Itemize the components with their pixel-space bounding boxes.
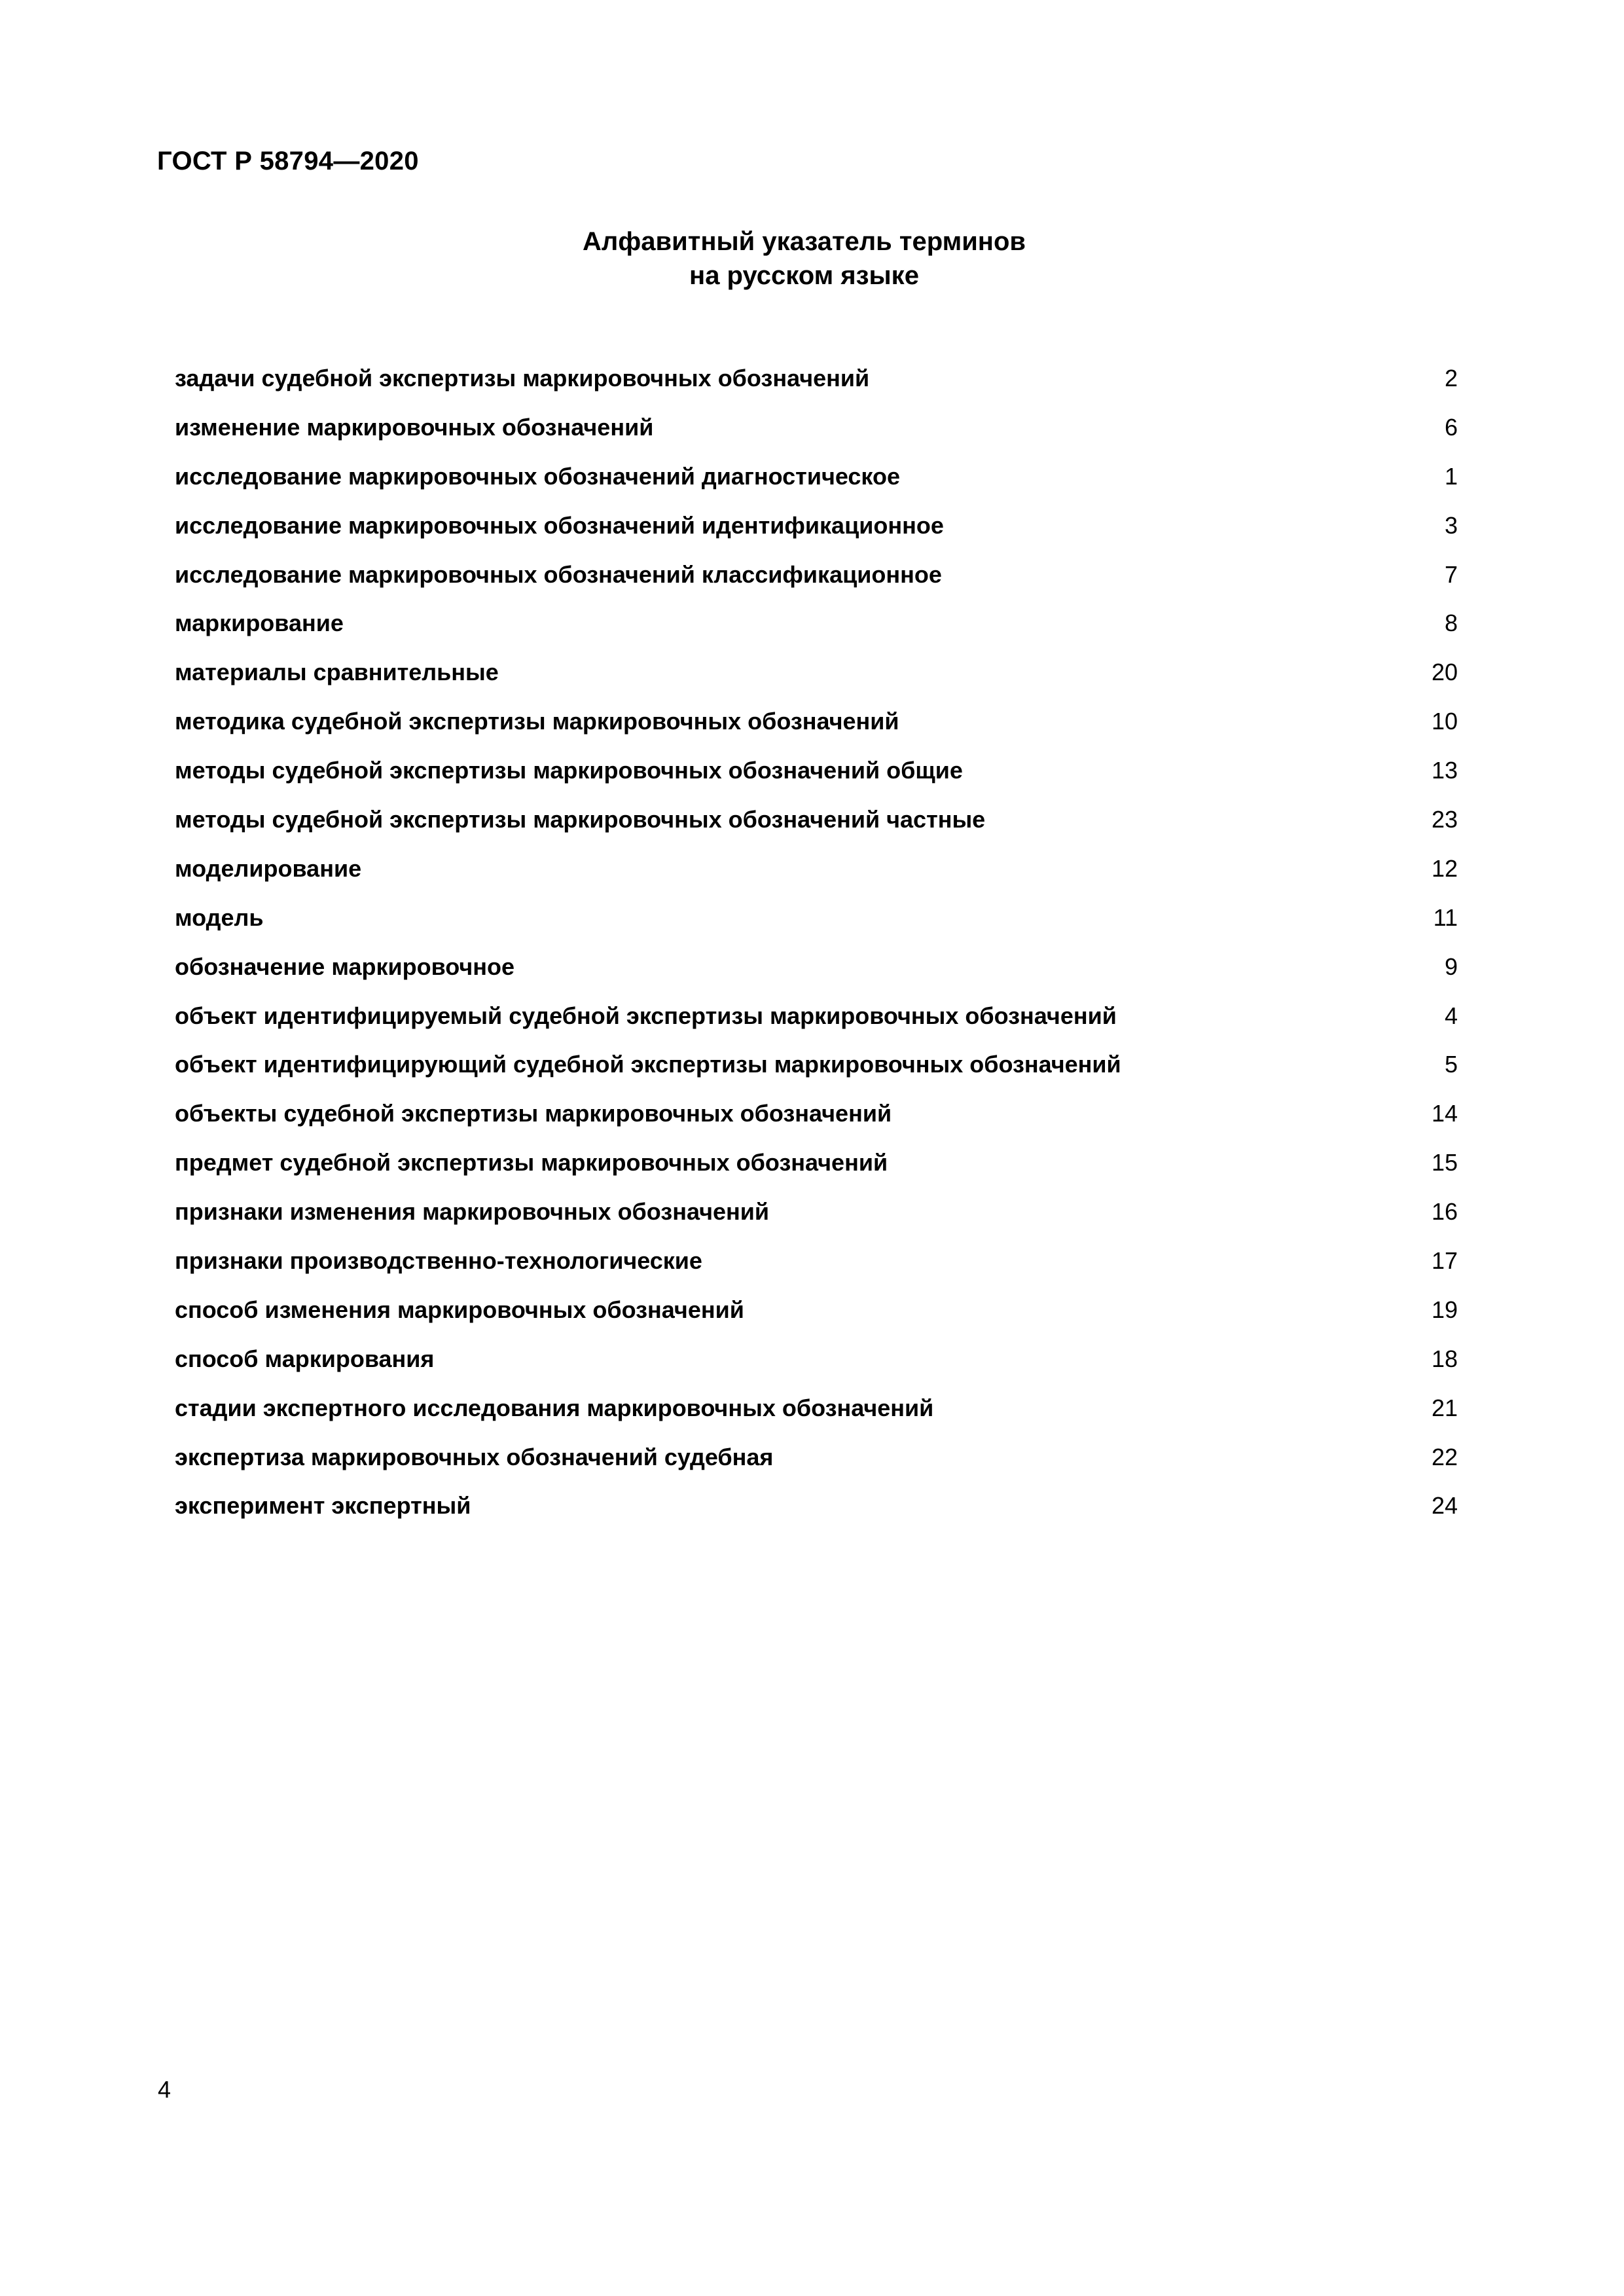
term-index-list (175, 363, 1458, 1539)
index-term-number: 20 (1431, 659, 1458, 686)
index-entry (175, 1245, 1458, 1294)
index-term: методы судебной экспертизы маркировочных обозначений общие (175, 757, 963, 784)
index-term: объект идентифицируемый судебной экспертизы маркировочных обозначений (175, 1002, 1117, 1029)
index-term: исследование маркировочных обозначений идентификационное (175, 511, 944, 539)
index-term: материалы сравнительные (175, 659, 499, 686)
section-title (0, 225, 1624, 293)
index-term-number: 21 (1431, 1394, 1458, 1421)
index-term: способ маркирования (175, 1345, 435, 1372)
index-term-number: 13 (1431, 757, 1458, 784)
index-term: маркирование (175, 610, 344, 637)
index-entry (175, 902, 1458, 951)
index-term-number: 4 (1444, 1002, 1458, 1029)
index-term: экспертиза маркировочных обозначений судебная (175, 1443, 774, 1470)
index-entry (175, 1196, 1458, 1245)
index-entry (175, 706, 1458, 755)
index-term-number: 2 (1444, 365, 1458, 392)
index-term-number: 18 (1431, 1345, 1458, 1372)
index-term: стадии экспертного исследования маркировочных обозначений (175, 1394, 934, 1421)
index-term-number: 15 (1431, 1149, 1458, 1176)
index-term: предмет судебной экспертизы маркировочных обозначений (175, 1149, 888, 1176)
index-entry (175, 1294, 1458, 1343)
index-term-number: 22 (1431, 1443, 1458, 1470)
index-term-number: 7 (1444, 560, 1458, 588)
index-entry (175, 804, 1458, 853)
index-term: задачи судебной экспертизы маркировочных обозначений (175, 365, 870, 392)
index-term: методы судебной экспертизы маркировочных обозначений частные (175, 806, 986, 833)
index-entry (175, 363, 1458, 412)
index-term: эксперимент экспертный (175, 1492, 471, 1520)
index-term: способ изменения маркировочных обозначений (175, 1296, 744, 1323)
index-term: объект идентифицирующий судебной экспертизы маркировочных обозначений (175, 1051, 1121, 1078)
index-term: исследование маркировочных обозначений классификационное (175, 560, 942, 588)
index-term: исследование маркировочных обозначений диагностическое (175, 462, 900, 490)
index-entry (175, 657, 1458, 706)
index-term-number: 5 (1444, 1051, 1458, 1078)
index-term-number: 12 (1431, 854, 1458, 882)
index-entry (175, 951, 1458, 1000)
index-entry (175, 1490, 1458, 1539)
index-entry (175, 510, 1458, 559)
document-header: ГОСТ Р 58794—2020 (157, 147, 419, 175)
index-term-number: 10 (1431, 708, 1458, 735)
index-term-number: 16 (1431, 1198, 1458, 1226)
index-term: методика судебной экспертизы маркировочных обозначений (175, 708, 899, 735)
index-entry (175, 1393, 1458, 1442)
index-term-number: 8 (1444, 610, 1458, 637)
index-term: признаки производственно-технологические (175, 1247, 702, 1275)
index-entry (175, 412, 1458, 461)
index-term-number: 17 (1431, 1247, 1458, 1275)
index-entry (175, 559, 1458, 608)
index-entry (175, 853, 1458, 902)
index-term: модель (175, 903, 264, 931)
index-entry (175, 461, 1458, 510)
index-entry (175, 1098, 1458, 1147)
index-entry (175, 1442, 1458, 1491)
index-entry (175, 1343, 1458, 1393)
index-entry (175, 1147, 1458, 1196)
index-term: изменение маркировочных обозначений (175, 413, 654, 441)
page-number: 4 (158, 2076, 171, 2103)
index-term-number: 6 (1444, 413, 1458, 441)
index-term-number: 1 (1444, 462, 1458, 490)
section-title-line1: Алфавитный указатель терминов (583, 227, 1026, 256)
index-entry (175, 1049, 1458, 1098)
index-term-number: 14 (1431, 1100, 1458, 1127)
index-term-number: 24 (1431, 1492, 1458, 1520)
index-entry (175, 1000, 1458, 1049)
index-term: признаки изменения маркировочных обозначений (175, 1198, 769, 1226)
index-term-number: 9 (1444, 953, 1458, 980)
index-term-number: 19 (1431, 1296, 1458, 1323)
index-term: обозначение маркировочное (175, 953, 515, 980)
index-term-number: 11 (1433, 903, 1458, 931)
index-entry (175, 608, 1458, 657)
section-title-line2: на русском языке (689, 261, 919, 290)
index-term-number: 3 (1444, 511, 1458, 539)
index-entry (175, 755, 1458, 804)
index-term: моделирование (175, 854, 362, 882)
index-term: объекты судебной экспертизы маркировочных обозначений (175, 1100, 892, 1127)
index-term-number: 23 (1431, 806, 1458, 833)
